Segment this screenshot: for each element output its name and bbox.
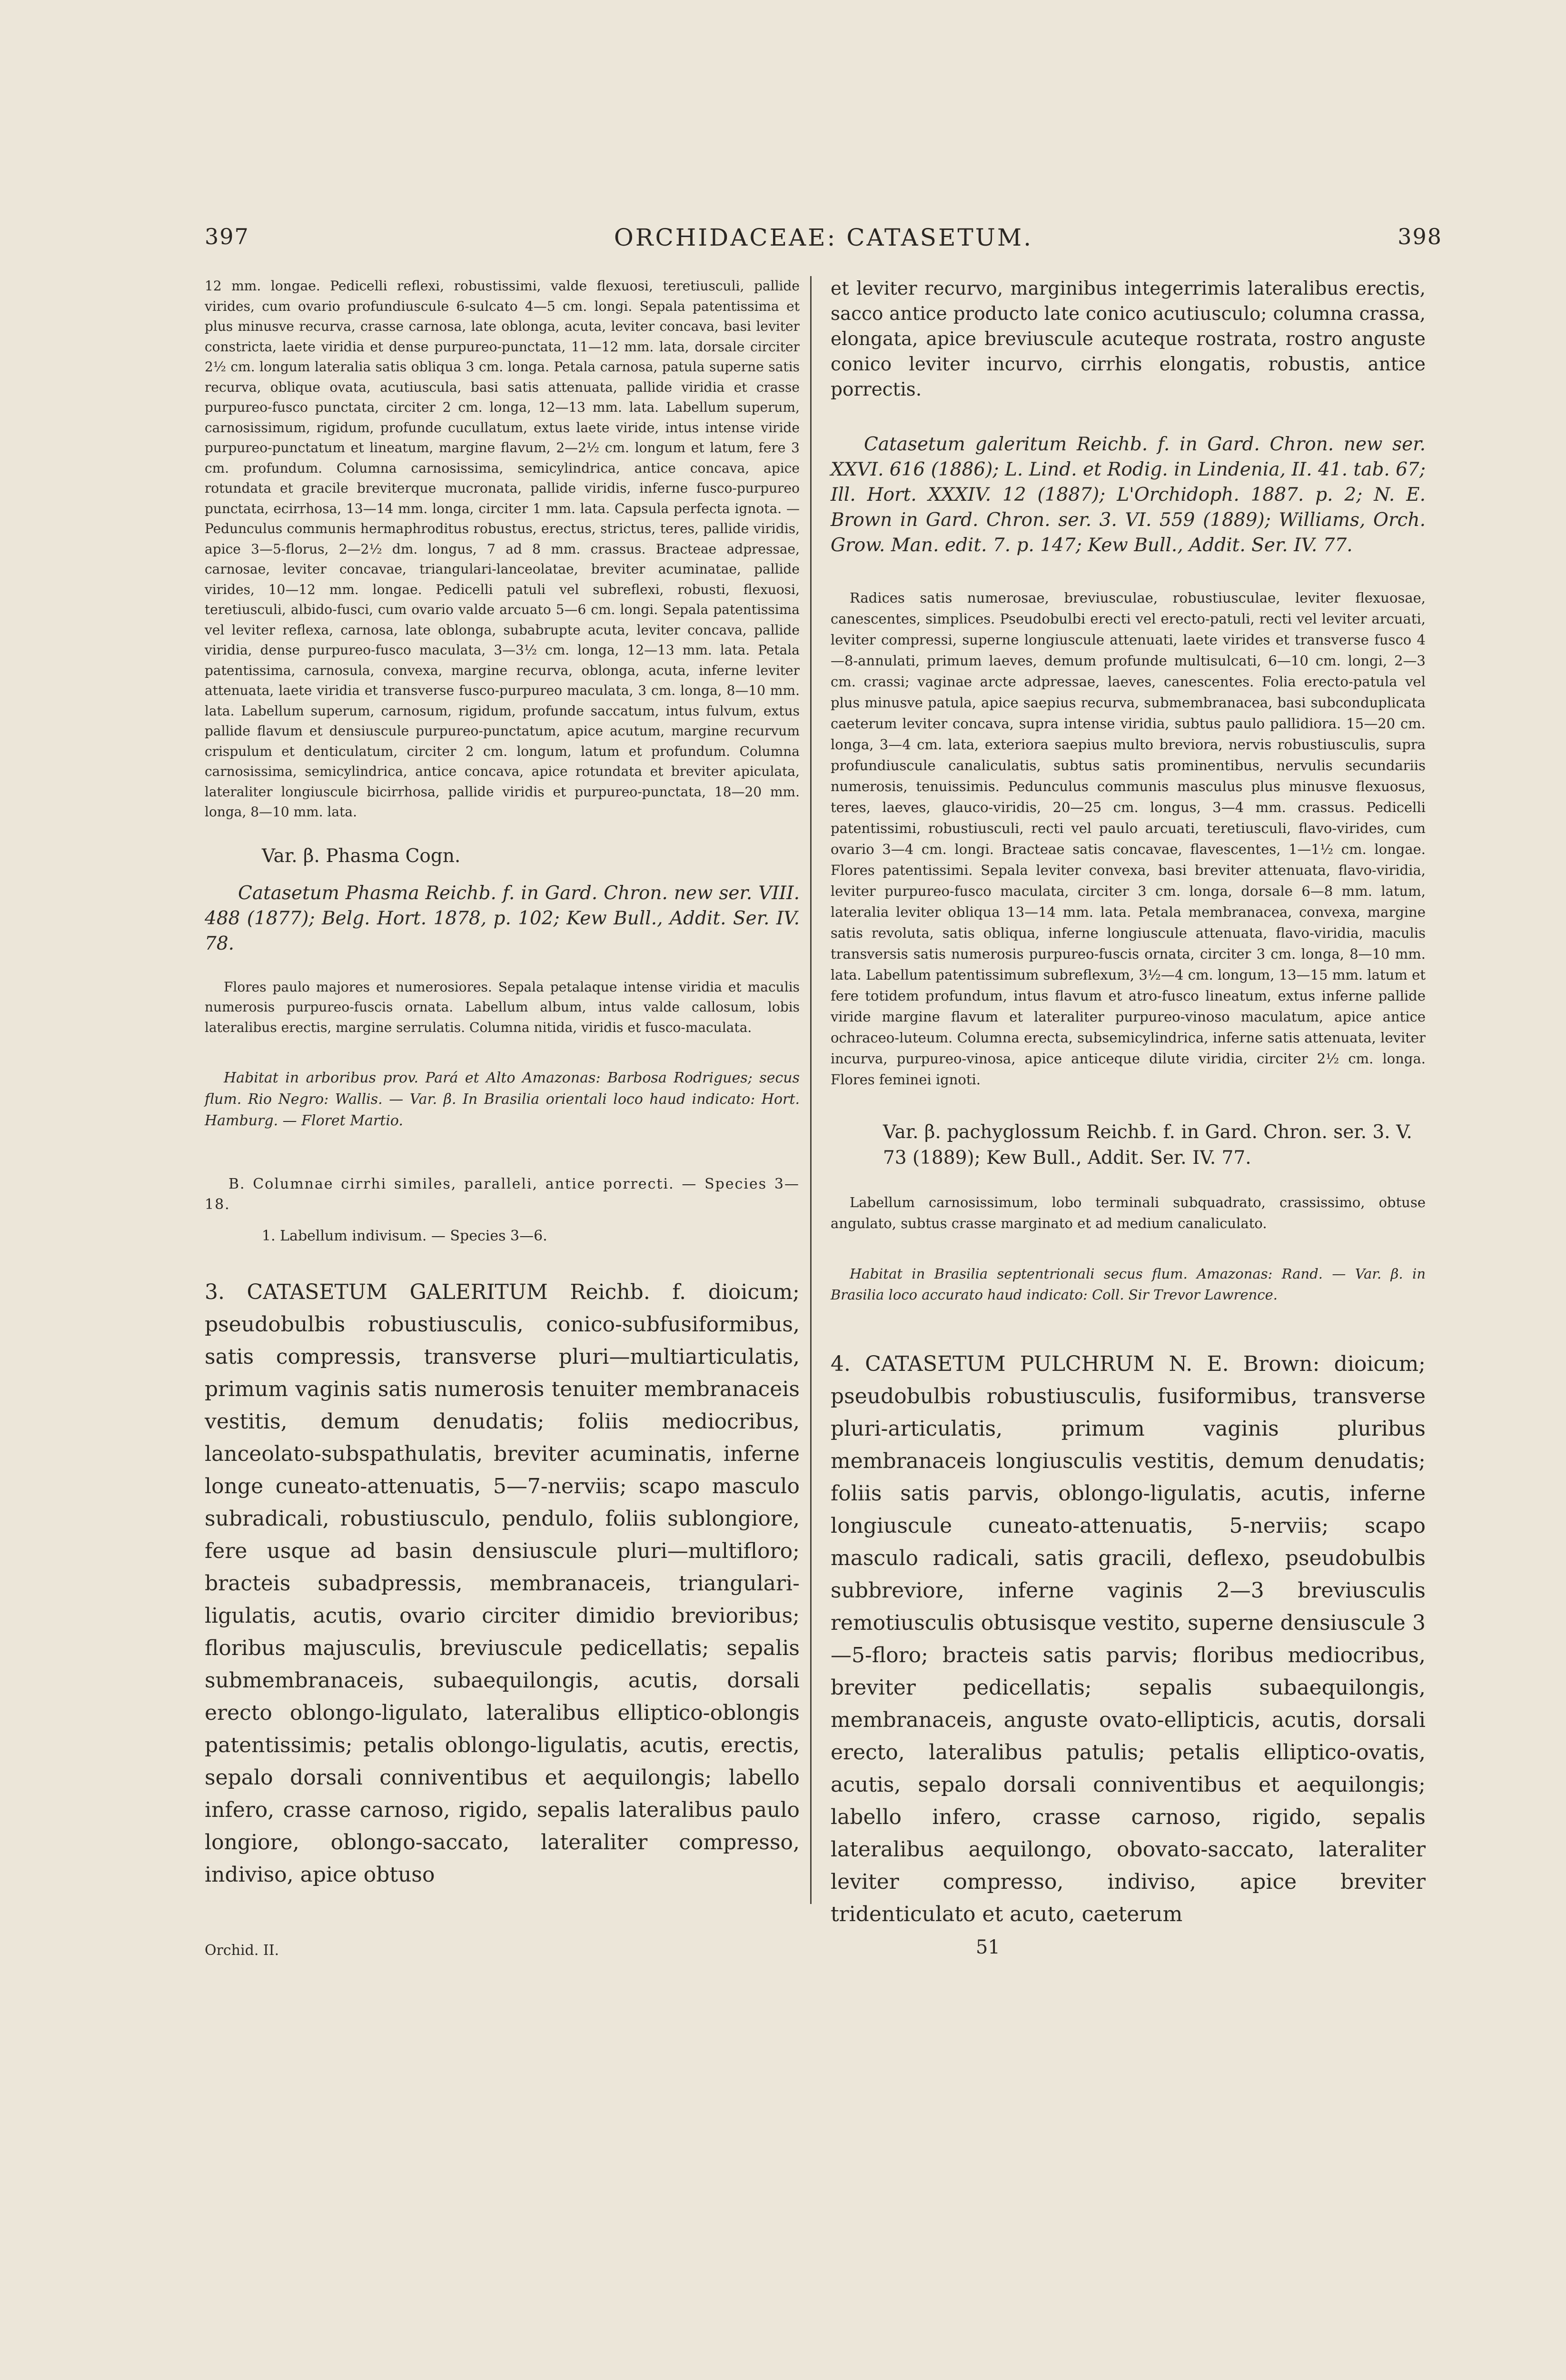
page-number-left: 397 xyxy=(205,224,249,249)
right-column xyxy=(831,276,1426,1931)
key-section-b: B. Columnae cirrhi similes, paralleli, antice porrecti. — Species 3—18. xyxy=(205,1176,800,1213)
page-number-right: 398 xyxy=(1398,224,1442,249)
description-paragraph: 12 mm. longae. Pedicelli reflexi, robustissimi, valde flexuosi, teretiusculi, pallide virides, cum ovario profundiuscule 6-sulcato 4—5 cm. longi. Sepala patentissima et plus minusve recurva, crasse carnosa, late oblonga, acuta, leviter concava, basi leviter constricta, laete viridia et dense purpureo-punctata, 11—12 mm. lata, dorsale circiter 2½ cm. longum lateralia satis obliqua 3 cm. longa. Petala carnosa, patula superne satis recurva, oblique ovata, acutiuscula, basi satis attenuata, pallide viridia et crasse purpureo-fusco punctata, circiter 2 cm. longa, 12—13 mm. lata. Labellum superum, carnosissimum, rigidum, profunde cucullatum, extus laete viride, intus intense viride purpureo-punctatum et lineatum, margine flavum, 2—2½ cm. longum et latum, fere 3 cm. profundum. Columna carnosissima, semicylindrica, antice concava, apice rotundata et gracile breviterque mucronata, pallide viridis, inferne fusco-purpureo punctata, ecirrhosa, 13—14 mm. longa, circiter 1 mm. lata. Capsula perfecta ignota. — Pedunculus communis hermaphroditus robustus, erectus, strictus, teres, pallide viridis, apice 3—5-florus, 2—2½ dm. longus, 7 ad 8 mm. crassus. Bracteae adpressae, carnosae, leviter concavae, triangulari-lanceolatae, breviter acuminatae, pallide virides, 10—12 mm. longae. Pedicelli patuli vel subreflexi, robusti, flexuosi, teretiusculi, albido-fusci, cum ovario valde arcuato 5—6 cm. longi. Sepala patentissima vel leviter reflexa, carnosa, late oblonga, subabrupte acuta, leviter concava, pallide viridia, dense purpureo-fusco maculata, 3—3½ cm. longa, 12—13 mm. lata. Petala patentissima, carnosula, convexa, margine recurva, oblonga, acuta, inferne leviter attenuata, laete viridia et transverse fusco-purpureo maculata, 3 cm. longa, 8—10 mm. lata. Labellum superum, carnosum, rigidum, profunde saccatum, intus fulvum, extus pallide flavum et densiuscule purpureo-punctatum, apice acutum, margine recurvum crispulum et denticulatum, circiter 2 cm. longum, latum et profundum. Columna carnosissima, semicylindrica, antice concava, apice rotundata et breviter apiculata, lateraliter longiuscule bicirrhosa, pallide viridis et purpureo-punctata, 18—20 mm. longa, 8—10 mm. lata. xyxy=(205,278,800,820)
key-item-1: 1. Labellum indivisum. — Species 3—6. xyxy=(262,1228,547,1244)
variety-heading: Var. β. Phasma Cogn. xyxy=(262,845,461,867)
variety-description: Flores paulo majores et numerosiores. Sepala petalaque intense viridia et maculis numerosis purpureo-fuscis ornata. Labellum album, intus valde callosum, lobis lateralibus erectis, margine serrulatis. Columna nitida, viridis et fusco-maculata. xyxy=(205,979,800,1035)
variety-pachyglossum: Var. β. pachyglossum Reichb. f. in Gard. Chron. ser. 3. V. 73 (1889); Kew Bull., Addit. Ser. IV. 77. xyxy=(883,1121,1412,1169)
column-divider xyxy=(810,276,812,1904)
sheet-number: 51 xyxy=(976,1936,1000,1958)
species-3-diagnosis: 3. CATASETUM GALERITUM Reichb. f. dioicum; pseudobulbis robustiusculis, conico-subfusiformibus, satis compressis, transverse pluri—multiarticulatis, primum vaginis satis numerosis tenuiter membranaceis vestitis, demum denudatis; foliis mediocribus, lanceolato-subspathulatis, breviter acuminatis, inferne longe cuneato-attenuatis, 5—7-nerviis; scapo masculo subradicali, robustiusculo, pendulo, foliis sublongiore, fere usque ad basin densiuscule pluri—multifloro; bracteis subadpressis, membranaceis, triangulari-ligulatis, acutis, ovario circiter dimidio brevioribus; floribus majusculis, breviuscule pedicellatis; sepalis submembranaceis, subaequilongis, acutis, dorsali erecto oblongo-ligulato, lateralibus elliptico-oblongis patentissimis; petalis oblongo-ligulatis, acutis, erectis, sepalo dorsali conniventibus et aequilongis; labello infero, crasse carnoso, rigido, sepalis lateralibus paulo longiore, oblongo-saccato, lateraliter compresso, indiviso, apice obtuso xyxy=(205,1279,800,1887)
left-column xyxy=(205,276,800,1891)
variety-reference: Catasetum Phasma Reichb. f. in Gard. Chron. new ser. VIII. 488 (1877); Belg. Hort. 1878, p. 102; Kew Bull., Addit. Ser. IV. 78. xyxy=(205,882,800,954)
signature-mark: Orchid. II. xyxy=(205,1942,279,1959)
pachyglossum-description: Labellum carnosissimum, lobo terminali subquadrato, crassissimo, obtuse angulato, subtus crasse marginato et ad medium canaliculato. xyxy=(831,1194,1426,1231)
running-head xyxy=(205,224,1442,267)
running-title: ORCHIDACEAE: CATASETUM. xyxy=(614,224,1033,251)
species-4-diagnosis: 4. CATASETUM PULCHRUM N. E. Brown: dioicum; pseudobulbis robustiusculis, fusiformibus, transverse pluri-articulatis, primum vaginis pluribus membranaceis longiusculis vestitis, demum denudatis; foliis satis parvis, oblongo-ligulatis, acutis, inferne longiuscule cuneato-attenuatis, 5-nerviis; scapo masculo radicali, satis gracili, deflexo, pseudobulbis subbreviore, inferne vaginis 2—3 breviusculis remotiusculis obtusisque vestito, superne densiuscule 3—5-floro; bracteis satis parvis; floribus mediocribus, breviter pedicellatis; sepalis subaequilongis, membranaceis, anguste ovato-ellipticis, acutis, dorsali erecto, lateralibus patulis; petalis elliptico-ovatis, acutis, sepalo dorsali conniventibus et aequilongis; labello infero, crasse carnoso, rigido, sepalis lateralibus aequilongo, obovato-saccato, lateraliter leviter compresso, indiviso, apice breviter tridenticulato et acuto, caeterum xyxy=(831,1352,1426,1926)
habitat-note-right: Habitat in Brasilia septentrionali secus flum. Amazonas: Rand. — Var. β. in Brasilia loco accurato haud indicato: Coll. Sir Trevor Lawrence. xyxy=(831,1266,1426,1303)
species-3-references: Catasetum galeritum Reichb. f. in Gard. Chron. new ser. XXVI. 616 (1886); L. Lind. et Rodig. in Lindenia, II. 41. tab. 67; Ill. Hort. XXXIV. 12 (1887); L'Orchidoph. 1887. p. 2; N. E. Brown in Gard. Chron. ser. 3. VI. 559 (1889); Williams, Orch. Grow. Man. edit. 7. p. 147; Kew Bull., Addit. Ser. IV. 77. xyxy=(831,434,1426,556)
habitat-note: Habitat in arboribus prov. Pará et Alto Amazonas: Barbosa Rodrigues; secus flum. Rio Negro: Wallis. — Var. β. In Brasilia orientali loco haud indicato: Hort. Hamburg. — Floret Martio. xyxy=(205,1070,800,1129)
diagnosis-continuation: et leviter recurvo, marginibus integerrimis lateralibus erectis, sacco antice producto late conico acutiusculo; columna crassa, elongata, apice breviuscule acuteque rostrata, rostro anguste conico leviter incurvo, cirrhis elongatis, robustis, antice porrectis. xyxy=(831,278,1426,400)
species-3-description: Radices satis numerosae, breviusculae, robustiusculae, leviter flexuosae, canescentes, simplices. Pseudobulbi erecti vel erecto-patuli, recti vel leviter arcuati, leviter compressi, superne longiuscule attenuati, laete virides et transverse fusco 4—8-annulati, primum laeves, demum profunde multisulcati, 6—10 cm. longi, 2—3 cm. crassi; vaginae arcte adpressae, laeves, canescentes. Folia erecto-patula vel plus minusve patula, apice saepius recurva, submembranacea, basi subconduplicata caeterum leviter concava, supra intense viridia, subtus paulo pallidiora. 15—20 cm. longa, 3—4 cm. lata, exteriora saepius multo breviora, nervis robustiusculis, supra profundiuscule canaliculatis, subtus satis prominentibus, nervulis secundariis numerosis, tenuissimis. Pedunculus communis masculus plus minusve flexuosus, teres, laeves, glauco-viridis, 20—25 cm. longus, 3—4 mm. crassus. Pedicelli patentissimi, robustiusculi, recti vel paulo arcuati, teretiusculi, flavo-virides, cum ovario 3—4 cm. longi. Bracteae satis concavae, flavescentes, 1—1½ cm. longae. Flores patentissimi. Sepala leviter convexa, basi breviter attenuata, flavo-viridia, leviter purpureo-fusco maculata, circiter 3 cm. longa, dorsale 6—8 mm. latum, lateralia leviter obliqua 13—14 mm. lata. Petala membranacea, convexa, margine satis revoluta, satis obliqua, inferne longiuscule attenuata, flavo-viridia, maculis transversis satis numerosis purpureo-fuscis ornata, circiter 3 cm. longa, 8—10 mm. lata. Labellum patentissimum subreflexum, 3½—4 cm. longum, 13—15 mm. latum et fere totidem profundum, intus flavum et atro-fusco lineatum, extus inferne pallide viride margine flavum et lateraliter purpureo-vinoso maculatum, apice antice ochraceo-luteum. Columna erecta, subsemicylindrica, inferne satis attenuata, leviter incurva, purpureo-vinosa, apice anticeque dilute viridia, circiter 2½ cm. longa. Flores feminei ignoti. xyxy=(831,590,1426,1088)
